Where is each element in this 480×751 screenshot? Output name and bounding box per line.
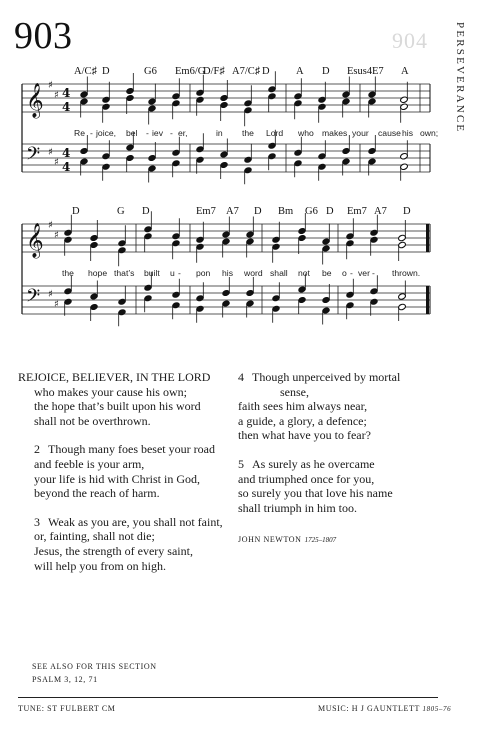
verse-2-first-text: Though many foes beset your road xyxy=(48,442,215,457)
lyric-syllable: makes xyxy=(322,128,348,138)
verse-column-left xyxy=(18,370,233,573)
chord-symbol: A7 xyxy=(374,206,387,217)
footer-rule xyxy=(18,697,438,698)
chord-symbol: D xyxy=(142,206,150,217)
see-also-label: SEE ALSO FOR THIS SECTION xyxy=(32,662,157,671)
lyric-syllable: er, xyxy=(178,128,188,138)
verse-4-line: faith sees him always near, xyxy=(238,399,368,414)
verse-1-line: shall not be overthrown. xyxy=(34,413,151,428)
verse-2-line: and feeble is your arm, xyxy=(34,456,145,471)
lyric-syllable: Re xyxy=(74,128,85,138)
verse-4-line: then what have you to fear? xyxy=(238,428,371,443)
verse-number: 5 xyxy=(238,456,244,471)
see-also-refs: PSALM 3, 12, 71 xyxy=(32,675,98,684)
verse-4-first-text: Though unperceived by mortal xyxy=(252,370,401,384)
lyric-syllable: his xyxy=(402,128,413,138)
time-signature-treble: 4 xyxy=(62,86,71,100)
section-title: PERSEVERANCE xyxy=(454,22,466,134)
verse-3-line: Jesus, the strength of every saint, xyxy=(34,543,193,558)
lyric-syllable: - xyxy=(146,128,149,138)
chord-symbol: D xyxy=(254,206,262,217)
lyric-syllable: the xyxy=(242,128,254,138)
chord-symbol: Em6/G xyxy=(175,66,206,77)
tune-credit: TUNE: ST FULBERT CM xyxy=(18,704,116,713)
lyric-syllable: - xyxy=(178,268,181,278)
chord-symbol: G6 xyxy=(144,66,157,77)
music-credit xyxy=(318,704,451,713)
sharp-icon: ♯ xyxy=(54,230,59,241)
chord-symbol: D xyxy=(262,66,270,77)
chord-symbol: Bm xyxy=(278,206,294,217)
final-barline xyxy=(426,224,429,252)
author-dates: 1725–1807 xyxy=(304,536,337,545)
time-signature-bass: 4 xyxy=(62,160,71,174)
bass-clef-icon: 𝄢 xyxy=(26,286,41,311)
lyric-syllable: built xyxy=(144,268,160,278)
verse-2-first-line xyxy=(18,442,233,457)
treble-clef-icon: 𝄞 xyxy=(26,223,44,258)
lyric-syllable: - xyxy=(90,128,93,138)
chord-symbol: D xyxy=(102,66,110,77)
chord-symbol: Em7 xyxy=(347,206,367,217)
lyric-syllable: hope xyxy=(88,268,108,278)
sharp-icon: ♯ xyxy=(54,157,59,168)
sharp-icon: ♯ xyxy=(48,220,53,231)
verse-3-first-text: Weak as you are, you shall not faint, xyxy=(48,514,223,529)
verse-3-line: or, fainting, shall not die; xyxy=(34,529,155,544)
verse-3-first-line xyxy=(18,515,233,530)
lyric-syllable: who xyxy=(298,128,314,138)
sharp-icon: ♯ xyxy=(54,90,59,101)
verse-1-line: the hope that’s built upon his word xyxy=(34,399,201,414)
lyric-syllable: his xyxy=(222,268,233,278)
sharp-icon: ♯ xyxy=(48,80,53,91)
lyric-syllable: iev xyxy=(152,128,163,138)
lyric-syllable: pon xyxy=(196,268,211,278)
lyric-syllable: u xyxy=(170,268,175,278)
lyric-syllable: own; xyxy=(420,128,439,138)
lyric-syllable: joice, xyxy=(96,128,117,138)
composer-dates: 1805–76 xyxy=(422,705,452,713)
chord-symbol: G xyxy=(117,206,125,217)
chord-symbol: A7 xyxy=(226,206,239,217)
chord-symbol: Esus4 xyxy=(347,66,373,77)
lyric-syllable: that’s xyxy=(114,268,135,278)
music-score xyxy=(0,0,440,330)
verse-column-right xyxy=(238,370,438,548)
lyric-syllable: - xyxy=(170,128,173,138)
chord-symbol: A7/C♯ xyxy=(232,66,261,77)
chord-symbol: D/F♯ xyxy=(203,66,225,77)
lyric-syllable: not xyxy=(298,268,310,278)
lyric-syllable: o xyxy=(342,268,347,278)
verse-5-first-text: As surely as he overcame xyxy=(252,456,375,471)
sharp-icon: ♯ xyxy=(54,299,59,310)
sharp-icon: ♯ xyxy=(48,147,53,158)
lyric-syllable: bel xyxy=(126,128,138,138)
verse-1-title: REJOICE, BELIEVER, IN THE LORD xyxy=(18,370,211,384)
lyric-syllable: ver xyxy=(358,268,370,278)
time-signature-treble: 4 xyxy=(62,100,71,114)
verse-5-first-line xyxy=(238,457,438,472)
chord-symbol: D xyxy=(322,66,330,77)
lyric-syllable: shall xyxy=(270,268,288,278)
time-signature-bass: 4 xyxy=(62,146,71,160)
chord-symbol: A/C♯ xyxy=(74,66,97,77)
chord-symbol: D xyxy=(72,206,80,217)
verse-2-line: your life is hid with Christ in God, xyxy=(34,471,200,486)
sharp-icon: ♯ xyxy=(48,289,53,300)
chord-symbol: A xyxy=(296,66,304,77)
verse-4-first-line xyxy=(238,370,438,385)
chord-symbol: Em7 xyxy=(196,206,216,217)
hymn-number: 903 xyxy=(14,15,73,57)
treble-clef-icon: 𝄞 xyxy=(26,83,44,118)
chord-symbol: E7 xyxy=(372,66,384,77)
chord-symbol: G6 xyxy=(305,206,318,217)
lyric-syllable: be xyxy=(322,268,332,278)
lyric-syllable: word xyxy=(244,268,263,278)
author-name: JOHN NEWTON xyxy=(238,535,302,545)
show-through-number: 904 xyxy=(392,28,428,53)
verse-2-line: beyond the reach of harm. xyxy=(34,486,160,501)
author-credit xyxy=(238,531,438,548)
composer: MUSIC: H J GAUNTLETT xyxy=(318,704,420,713)
verse-number: 4 xyxy=(238,370,244,384)
lyric-syllable: cause xyxy=(378,128,401,138)
verse-1-line: who makes your cause his own; xyxy=(34,384,187,399)
verse-5-line: shall triumph in him too. xyxy=(238,500,357,515)
chord-symbol: A xyxy=(401,66,409,77)
verse-3-line: will help you from on high. xyxy=(34,558,166,573)
lyric-syllable: - xyxy=(350,268,353,278)
verse-5-line: and triumphed once for you, xyxy=(238,471,375,486)
lyric-syllable: - xyxy=(372,268,375,278)
verse-4-line: a guide, a glory, a defence; xyxy=(238,413,367,428)
final-barline xyxy=(426,286,429,314)
lyric-syllable: the xyxy=(62,268,74,278)
chord-symbol: D xyxy=(403,206,411,217)
chord-symbol: D xyxy=(326,206,334,217)
lyric-syllable: in xyxy=(216,128,223,138)
verse-4-continuation: sense, xyxy=(280,384,309,399)
lyric-syllable: your xyxy=(352,128,369,138)
verse-number: 2 xyxy=(34,442,40,457)
verse-5-line: so surely you that love his name xyxy=(238,486,393,501)
lyric-syllable: thrown. xyxy=(392,268,421,278)
bass-clef-icon: 𝄢 xyxy=(26,144,41,169)
verse-number: 3 xyxy=(34,514,40,529)
lyric-syllable: Lord xyxy=(266,128,284,138)
